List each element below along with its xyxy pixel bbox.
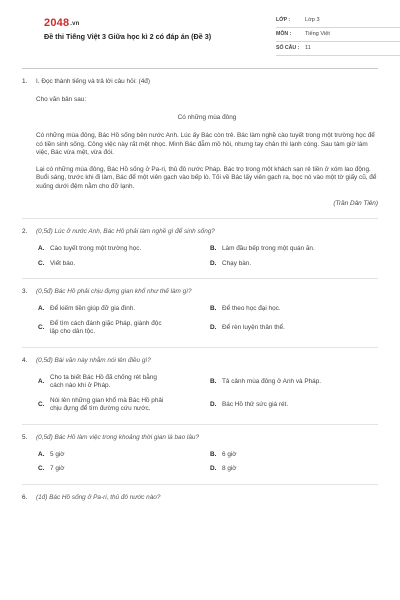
passage-paragraph-2: Lại có những mùa đông, Bác Hồ sống ở Pa-ri, thủ đô nước Pháp. Bác trọ trong một khách sạn rẻ tiền ở xóm lao động. Buổi sáng, trước khi đi làm, Bác để một viên gạch vào bếp lò. Tối về Bác lấy viên gạch ra, bọc nó vào một tờ giấy cũ, để xuống dưới đệm nằm cho đỡ lạnh. [36,165,377,191]
question-number: 4. [22,356,28,364]
question-number: 6. [22,494,28,502]
option-c[interactable]: C. Viết báo. [38,259,76,267]
option-b[interactable]: B. Để theo học đại học. [210,304,281,312]
question-divider [22,484,378,485]
answer-options [22,245,378,268]
option-c[interactable]: C. 7 giờ [38,465,65,473]
answer-options [22,305,378,337]
header-divider [22,68,378,69]
meta-value: 11 [305,44,311,51]
answer-options [22,374,378,415]
question-text: (1đ) Bác Hồ sống ở Pa-ri, thủ đô nước nào? [36,494,161,502]
passage-intro: Cho văn bản sau: [36,95,87,103]
site-logo[interactable]: 2048.vn [44,17,80,29]
question-divider [22,347,378,348]
option-a[interactable]: A. 5 giờ [38,450,65,458]
question-number: 1. [22,78,28,85]
option-a[interactable]: A. Cào tuyết trong một trường học. [38,245,142,253]
question-divider [22,218,378,219]
question-list [22,78,378,503]
exam-header [22,0,378,64]
meta-key: MÔN : [276,30,292,37]
option-a[interactable]: A. Để kiếm tiền giúp đỡ gia đình. [38,304,136,312]
question-5 [22,434,378,443]
option-a[interactable]: A. Cho ta biết Bác Hồ đã chống rét bằng cách nào khi ở Pháp. [38,373,157,390]
option-b[interactable]: B. Tả cảnh mùa đông ở Anh và Pháp. [210,377,322,385]
meta-key: LỚP : [276,16,291,23]
meta-row-subject [276,28,400,42]
question-number: 5. [22,434,28,442]
meta-row-count [276,42,400,56]
option-b[interactable]: B. 6 giờ [210,450,237,458]
option-d[interactable]: D. Để rèn luyện thân thể. [210,323,285,331]
option-c[interactable]: C. Nói lên những gian khổ mà Bác Hồ phải chịu đựng để tìm đường cứu nước. [38,396,164,413]
question-text: (0,5đ) Bác Hồ làm việc trong khoảng thời gian là bao lâu? [36,434,200,442]
meta-key: SỐ CÂU : [276,44,300,51]
question-4 [22,357,378,366]
option-d[interactable]: D. 8 giờ [210,465,237,473]
answer-options [22,451,378,474]
question-2 [22,228,378,237]
question-6 [22,494,378,503]
option-d[interactable]: D. Chạy bàn. [210,259,252,267]
meta-value: Tiếng Việt [305,30,330,37]
meta-value: Lớp 3 [305,16,320,23]
option-c[interactable]: C. Để tìm cách đánh giặc Pháp, giành độc lập cho dân tộc. [38,319,162,336]
question-number: 3. [22,288,28,296]
question-1 [22,78,378,87]
question-3 [22,288,378,297]
question-text: I. Đọc thành tiếng và trả lời câu hỏi: (4đ) [36,78,150,85]
question-text: (0,5đ) Lúc ở nước Anh, Bác Hồ phải làm nghề gì để sinh sống? [36,228,215,236]
question-number: 2. [22,228,28,236]
question-text: (0,5đ) Bài văn này nhằm nói lên điều gì? [36,356,151,364]
reading-passage [22,96,378,209]
option-d[interactable]: D. Bác Hồ thử sức giá rét. [210,401,289,409]
question-divider [22,278,378,279]
passage-paragraph-1: Có những mùa đông, Bác Hồ sống bên nước Anh. Lúc ấy Bác còn trẻ. Bác làm nghề cào tuyết trong một trường học để có tiền sinh sống. Công việc này rất mệt nhọc. Mình Bác đẫm mồ hôi, nhưng tay chân thì lạnh cóng. Sau tám giờ làm việc, Bác vừa mệt, vừa đói. [36,131,375,157]
passage-title: Có những mùa đông [177,114,237,122]
exam-title: Đề thi Tiếng Việt 3 Giữa học kì 2 có đáp án (Đề 3) [44,32,212,41]
passage-author: (Trần Dân Tiên) [333,199,378,207]
exam-meta-table [276,14,400,56]
question-divider [22,424,378,425]
question-text: (0,5đ) Bác Hồ phải chịu đựng gian khổ như thế làm gì? [36,288,192,296]
option-b[interactable]: B. Làm đầu bếp trong một quán ăn. [210,245,315,253]
meta-row-class [276,14,400,28]
